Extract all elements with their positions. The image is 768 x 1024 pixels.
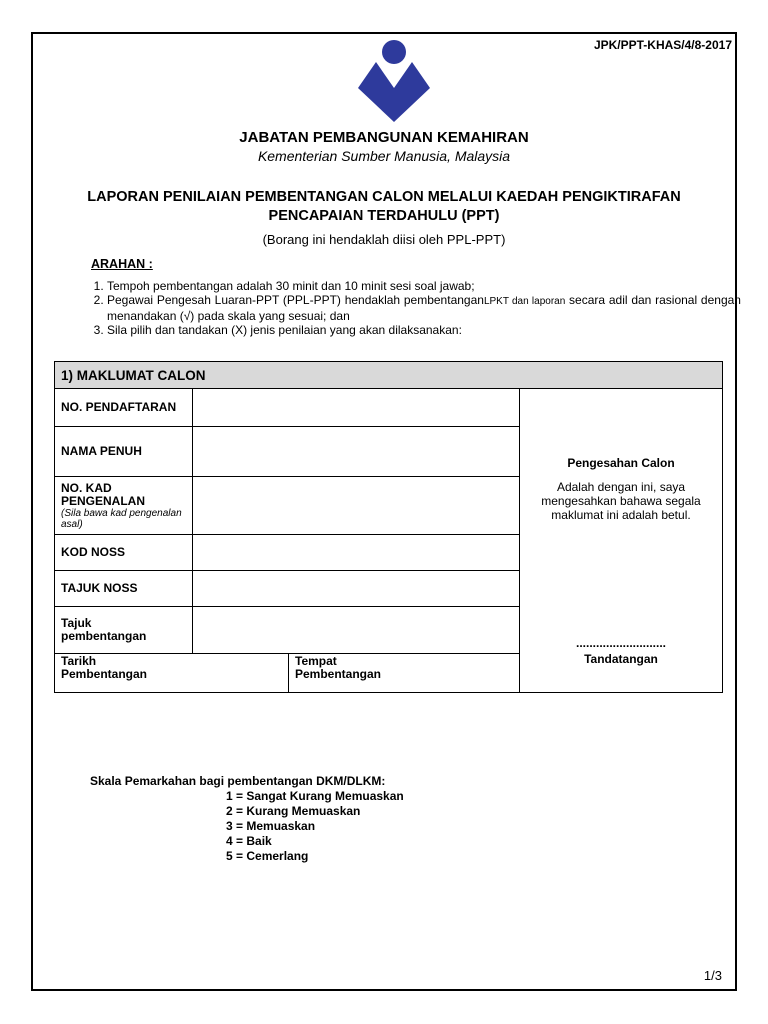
scale-heading: Skala Pemarkahan bagi pembentangan DKM/DLKM: [90, 774, 386, 788]
confirmation-title: Pengesahan Calon [567, 455, 675, 470]
scale-item: 1 = Sangat Kurang Memuaskan [226, 789, 404, 803]
scale-item: 2 = Kurang Memuaskan [226, 804, 361, 818]
label-line: pembentangan [61, 629, 147, 643]
label-line: Pembentangan [295, 667, 382, 681]
report-title [40, 188, 728, 226]
scale-item: 5 = Cemerlang [226, 849, 309, 863]
instructions-list [90, 279, 741, 337]
confirmation-text: Adalah dengan ini, saya mengesahkan bahawa segala maklumat ini adalah betul. [541, 479, 701, 522]
scale-list [226, 789, 404, 864]
label-line: Tajuk [61, 616, 92, 630]
instruction-text: secara adil dan rasional dengan menandakan (√) pada skala yang sesuai; dan [107, 293, 741, 323]
label-nama-penuh: NAMA PENUH [55, 427, 193, 477]
label-line: Pembentangan [61, 667, 148, 681]
field-tajuk-noss[interactable] [193, 571, 520, 607]
instruction-item: 1. Tempoh pembentangan adalah 30 minit dan 10 minit sesi soal jawab; [107, 279, 741, 293]
agency-name: JABATAN PEMBANGUNAN KEMAHIRAN [239, 129, 529, 146]
field-tarikh-pembentangan[interactable] [55, 654, 289, 693]
label-line: NO. KAD [61, 480, 112, 495]
label-kod-noss: KOD NOSS [55, 535, 193, 571]
field-kod-noss[interactable] [193, 535, 520, 571]
report-title-line2: PENCAPAIAN TERDAHULU (PPT) [268, 208, 500, 224]
instruction-small-text: LPKT dan laporan [483, 296, 566, 307]
label-no-pendaftaran: NO. PENDAFTARAN [55, 389, 193, 427]
label-line: Tarikh [61, 654, 97, 668]
report-subtitle: (Borang ini hendaklah diisi oleh PPL-PPT) [262, 232, 506, 247]
field-tajuk-pembentangan[interactable] [193, 607, 520, 654]
scale-item: 3 = Memuaskan [226, 819, 316, 833]
field-no-pendaftaran[interactable] [193, 389, 520, 427]
document-code: JPK/PPT-KHAS/4/8-2017 [593, 38, 732, 52]
jpk-logo-icon [358, 40, 430, 122]
label-note: (Sila bawa kad pengenalan asal) [61, 507, 182, 530]
label-no-kad-pengenalan [55, 477, 193, 535]
field-tempat-pembentangan[interactable] [289, 654, 520, 693]
instructions-heading: ARAHAN : [91, 257, 153, 271]
section-heading: 1) MAKLUMAT CALON [55, 362, 723, 389]
label-tajuk-noss: TAJUK NOSS [55, 571, 193, 607]
instruction-text: Pegawai Pengesah Luaran-PPT (PPL-PPT) hendaklah pembentangan [107, 293, 484, 307]
page-number: 1/3 [703, 968, 722, 983]
scale-item: 4 = Baik [226, 834, 272, 848]
instruction-item: 3. Sila pilih dan tandakan (X) jenis penilaian yang akan dilaksanakan: [107, 323, 741, 337]
label-line: Tempat [295, 654, 337, 668]
candidate-confirmation-box [520, 389, 723, 693]
label-tajuk-pembentangan [55, 607, 193, 654]
instruction-item [107, 293, 741, 323]
signature-line[interactable]: ........................... [575, 635, 667, 650]
candidate-info-table [54, 361, 723, 693]
field-no-kad-pengenalan[interactable] [193, 477, 520, 535]
signature-label: Tandatangan [584, 651, 658, 666]
field-nama-penuh[interactable] [193, 427, 520, 477]
ministry-name: Kementerian Sumber Manusia, Malaysia [257, 148, 511, 164]
label-line: PENGENALAN [61, 493, 146, 508]
report-title-line1: LAPORAN PENILAIAN PEMBENTANGAN CALON MELALUI KAEDAH PENGIKTIRAFAN [87, 189, 681, 205]
